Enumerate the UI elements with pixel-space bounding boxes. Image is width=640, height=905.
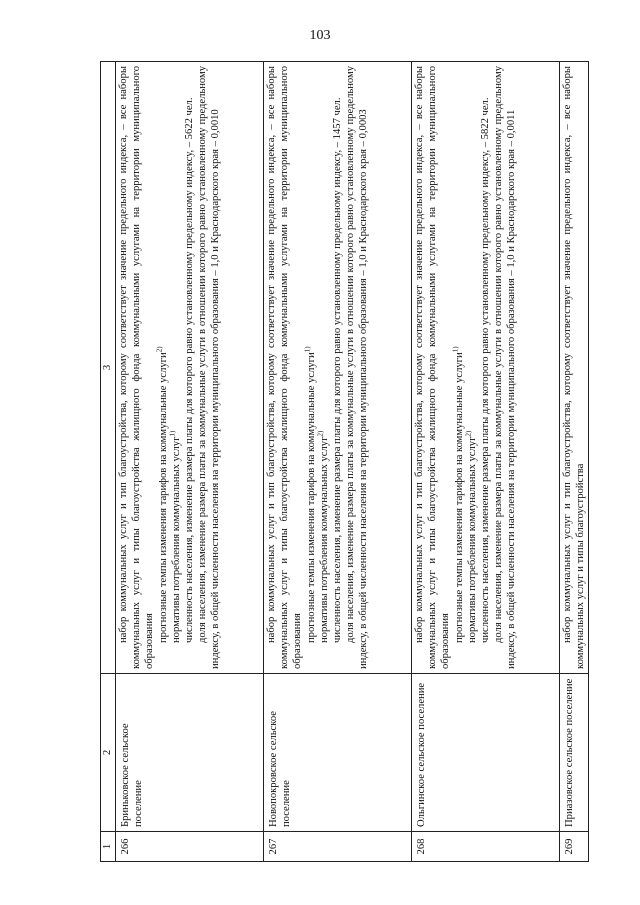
norms-text: нормативы потребления коммунальных услуг — [170, 436, 182, 643]
content-set: набор коммунальных услуг и тип благоустройства, которому соответствует значение предельного индекса, – все наборы коммунальных услуг и типы благоустройства жилищного фонда коммунальными услугами на территории муниципального образования — [266, 66, 304, 669]
header-row — [101, 62, 116, 862]
row-number: 266 — [116, 832, 264, 862]
row-number: 268 — [412, 832, 560, 862]
content-set: набор коммунальных услуг и тип благоустройства, которому соответствует значение предельного индекса, – все наборы коммунальных услуг и типы благоустройства жилищного фонда коммунальными услугами на территории муниципального образования — [118, 66, 156, 669]
page-number: 103 — [309, 28, 331, 43]
table-row — [264, 62, 412, 862]
content-share: доля населения, изменение размера платы за коммунальные услуги в отношении которого равно установленному предельному индексу, в общей численности населения на территории муниципального образования – 1,0 и Краснодарского края – 0,0010 — [197, 66, 222, 669]
row-content — [264, 62, 412, 674]
tariffs-text: прогнозные темпы изменения тарифов на коммунальные услуги — [157, 352, 169, 643]
footnote-mark: 2) — [464, 430, 473, 437]
content-share: доля населения, изменение размера платы за коммунальные услуги в отношении которого равно установленному предельному индексу, в общей численности населения на территории муниципального образования – 1,0 и Краснодарского края – 0,0003 — [345, 66, 370, 669]
header-col-1: 1 — [101, 832, 116, 862]
rotated-table-container — [100, 62, 587, 862]
settlement-name: Ольгинское сельское поселение — [412, 674, 560, 832]
norms-text: нормативы потребления коммунальных услуг — [318, 436, 330, 643]
data-table — [100, 61, 589, 862]
table-row — [116, 62, 264, 862]
header-col-2: 2 — [101, 674, 116, 832]
content-norms — [170, 66, 183, 669]
settlement-name: Новопокровское сельское поселение — [264, 674, 412, 832]
content-set: набор коммунальных услуг и тип благоустройства, которому соответствует значение предельного индекса, – все наборы коммунальных услуг и типы благоустройства жилищного фонда коммунальными услугами на территории муниципального образования — [414, 66, 452, 669]
header-col-3: 3 — [101, 62, 116, 674]
content-norms — [466, 66, 479, 669]
content-population: численность населения, изменение размера платы для которого равно установленному предельному индексу, – 1457 чел. — [332, 97, 344, 643]
settlement-name: Приазовское сельское поселение — [560, 674, 589, 832]
norms-text: нормативы потребления коммунальных услуг — [466, 436, 478, 643]
settlement-name: Бриньковское сельское поселение — [116, 674, 264, 832]
row-content — [412, 62, 560, 674]
content-population: численность населения, изменение размера платы для которого равно установленному предельному индексу, – 5622 чел. — [184, 97, 196, 643]
content-population: численность населения, изменение размера платы для которого равно установленному предельному индексу, – 5822 чел. — [480, 97, 492, 643]
tariffs-text: прогнозные темпы изменения тарифов на коммунальные услуги — [453, 352, 465, 643]
table-row — [560, 62, 589, 862]
content-tariffs — [305, 66, 318, 669]
content-set: набор коммунальных услуг и тип благоустройства, которому соответствует значение предельного индекса, – все наборы коммунальных услуг и типы благоустройства — [562, 66, 587, 669]
table-row — [412, 62, 560, 862]
content-share: доля населения, изменение размера платы за коммунальные услуги в отношении которого равно установленному предельному индексу, в общей численности населения на территории муниципального образования – 1,0 и Краснодарского края – 0,0011 — [493, 66, 518, 669]
content-tariffs — [157, 66, 170, 669]
row-number: 269 — [560, 832, 589, 862]
footnote-mark: 2) — [155, 346, 164, 353]
content-norms — [318, 66, 331, 669]
row-number: 267 — [264, 832, 412, 862]
footnote-mark: 2) — [316, 430, 325, 437]
tariffs-text: прогнозные темпы изменения тарифов на коммунальные услуги — [305, 352, 317, 643]
row-content — [116, 62, 264, 674]
footnote-mark: 1) — [451, 346, 460, 353]
footnote-mark: 1) — [168, 430, 177, 437]
row-content — [560, 62, 589, 674]
content-tariffs — [453, 66, 466, 669]
footnote-mark: 1) — [303, 346, 312, 353]
